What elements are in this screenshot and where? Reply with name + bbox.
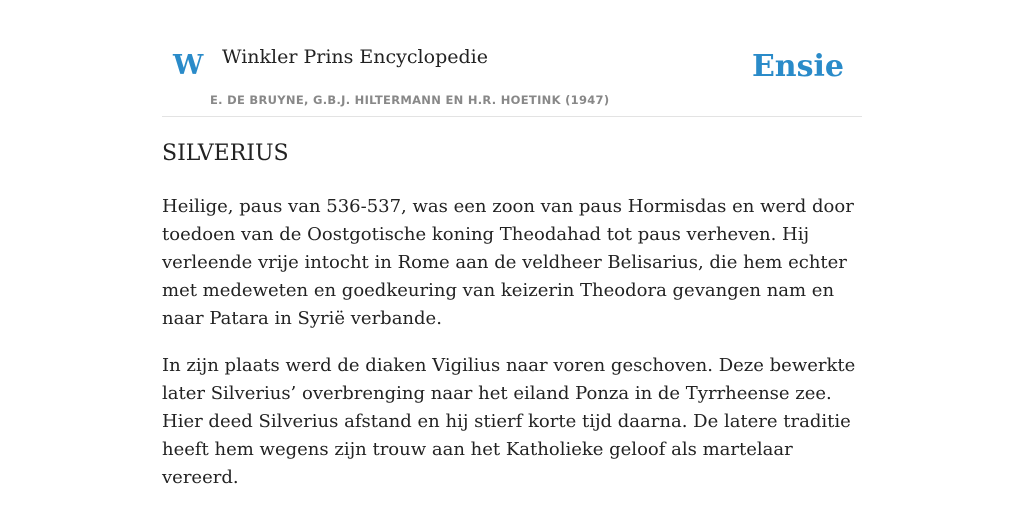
entry-paragraph: Heilige, paus van 536-537, was een zoon van paus Hormisdas en werd door toedoen van de Oostgotische koning Theodahad tot paus verheven. Hij verleende vrije intocht in Rome aan de veldheer Belisarius, die hem echter met medeweten en goedkeuring van keizerin Theodora gevangen nam en naar Patara in Syrië verbande. (162, 196, 854, 329)
entry-content (162, 193, 862, 511)
source-logo[interactable]: W (173, 50, 204, 81)
source-authors: E. DE BRUYNE, G.B.J. HILTERMANN EN H.R. HOETINK (1947) (210, 93, 610, 107)
entry-title: SILVERIUS (162, 141, 289, 166)
ensie-logo-link[interactable]: Ensie (751, 49, 844, 84)
entry-paragraph: In zijn plaats werd de diaken Vigilius naar voren geschoven. Deze bewerkte later Silverius’ overbrenging naar het eiland Ponza in de Tyrrheense zee. Hier deed Silverius afstand en hij stierf korte tijd daarna. De latere traditie heeft hem wegens zijn trouw aan het Katholieke geloof als martelaar vereerd. (162, 355, 856, 488)
source-title[interactable]: Winkler Prins Encyclopedie (222, 46, 488, 68)
source-header (162, 36, 862, 117)
